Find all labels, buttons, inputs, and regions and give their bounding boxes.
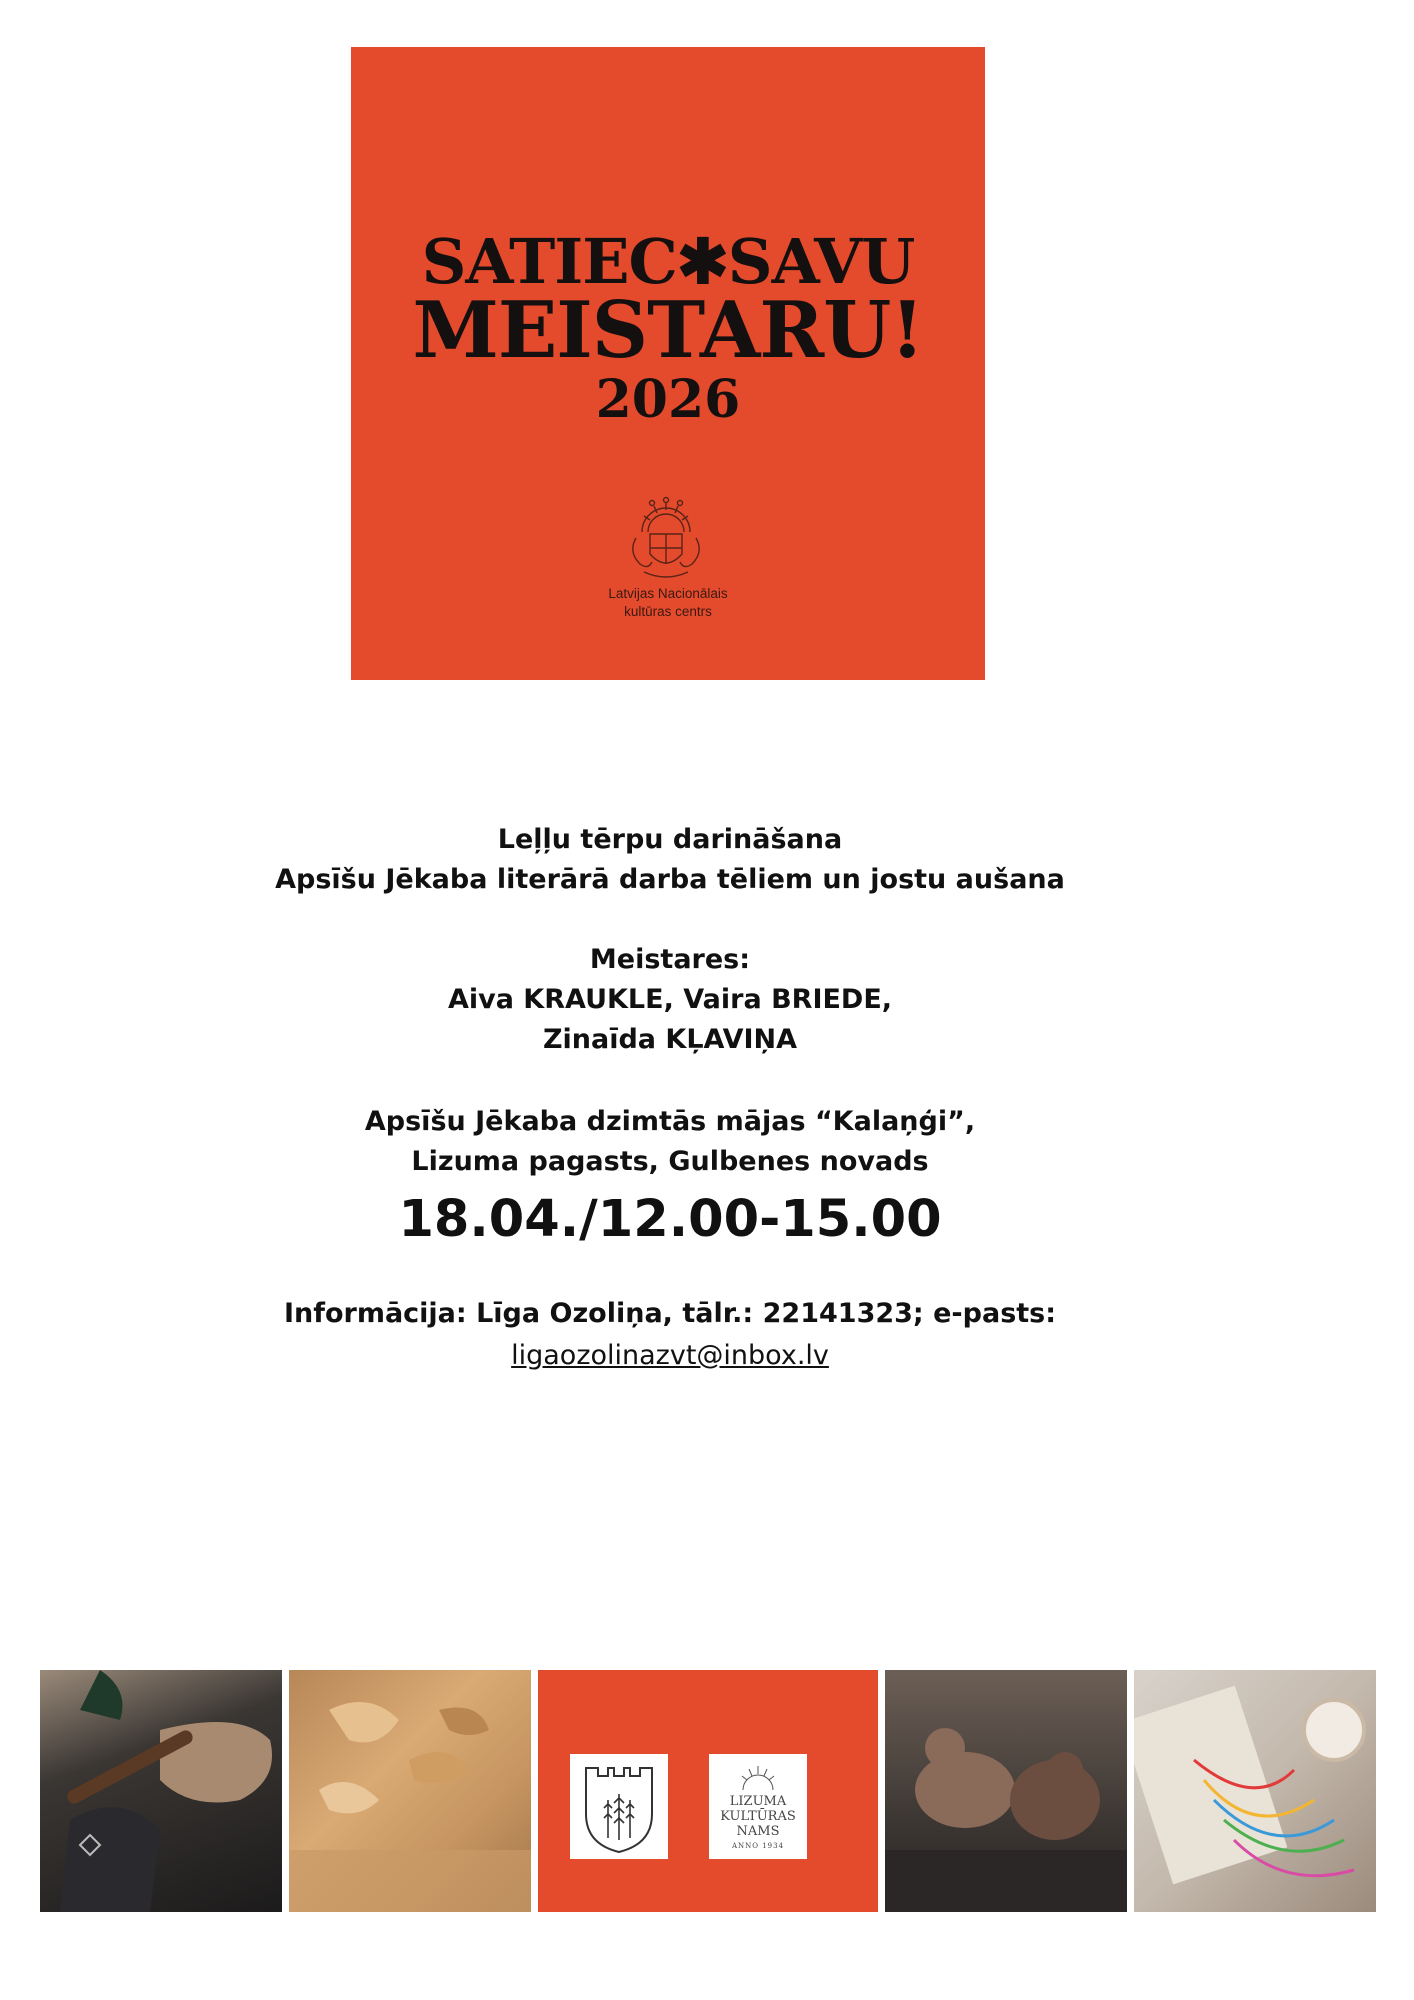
- masters-names-line1: Aiva KRAUKLE, Vaira BRIEDE,: [447, 984, 893, 1015]
- footer-logos-panel: [538, 1670, 878, 1912]
- photo-clay-birds: [885, 1670, 1127, 1912]
- masters-names-line2: Zinaīda KĻAVIŅA: [542, 1024, 798, 1055]
- wood-shavings-photo-icon: [289, 1670, 531, 1912]
- contact-info: Informācija: Līga Ozoliņa, tālr.: 22141323; e-pasts:: [283, 1298, 1057, 1329]
- photo-weaving-threads: [1134, 1670, 1376, 1912]
- coat-of-arms-icon: [570, 1754, 668, 1859]
- bagpipe-photo-icon: [40, 1670, 282, 1912]
- photo-wood-shavings: [289, 1670, 531, 1912]
- logo-text-line4: ANNO 1934: [731, 1842, 785, 1850]
- poster-banner: [351, 47, 985, 680]
- org-name-line1: Latvijas Nacionālais: [608, 586, 728, 601]
- event-subtitle: Apsīšu Jēkaba literārā darba tēliem un jostu aušana: [275, 864, 1065, 895]
- location-line2: Lizuma pagasts, Gulbenes novads: [411, 1146, 929, 1177]
- latvia-emblem-icon: [622, 492, 710, 584]
- lizuma-kulturas-nams-logo: [709, 1754, 807, 1859]
- event-datetime: 18.04./12.00-15.00: [398, 1190, 942, 1249]
- org-name-line2: kultūras centrs: [624, 604, 712, 619]
- weaving-threads-photo-icon: [1134, 1670, 1376, 1912]
- logo-text-line2: KULTŪRAS: [720, 1809, 796, 1824]
- masters-heading: Meistares:: [589, 944, 751, 975]
- poster-year: 2026: [595, 369, 741, 430]
- photo-bagpipe-player: [40, 1670, 282, 1912]
- gulbene-coat-of-arms: [570, 1754, 668, 1859]
- logo-text-line1: LIZUMA: [729, 1794, 787, 1809]
- logo-text-line3: NAMS: [736, 1824, 780, 1839]
- sunrise-logo-icon: [709, 1754, 807, 1794]
- poster-title-line2: MEISTARU!: [412, 285, 924, 376]
- poster-title-line1: SATIEC✱SAVU: [421, 225, 915, 298]
- clay-birds-photo-icon: [885, 1670, 1127, 1912]
- location-line1: Apsīšu Jēkaba dzimtās mājas “Kalaņģi”,: [364, 1106, 976, 1137]
- event-title: Leļļu tērpu darināšana: [497, 824, 843, 855]
- contact-email-link[interactable]: ligaozolinazvt@inbox.lv: [511, 1340, 829, 1371]
